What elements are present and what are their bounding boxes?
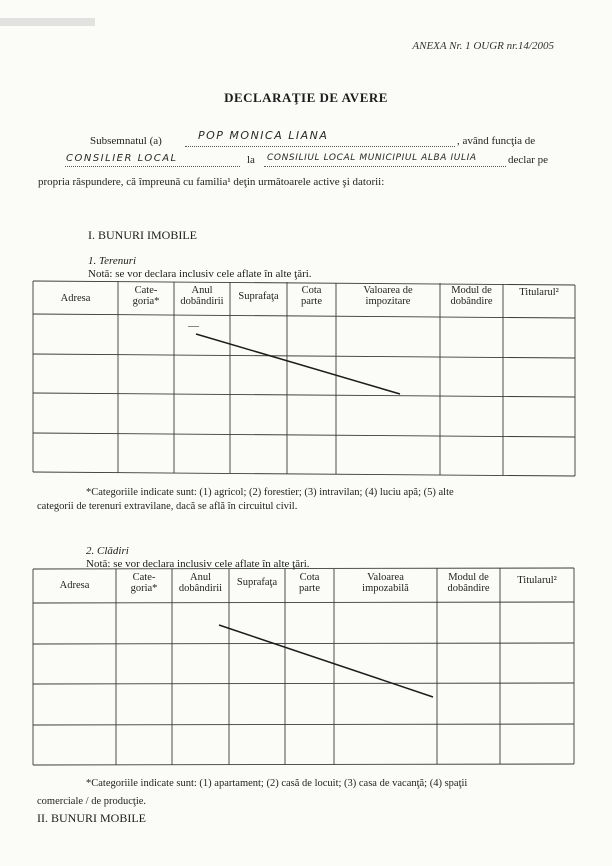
terenuri-header-suprafata: Suprafaţa [238, 291, 279, 302]
terenuri-note: Notă: se vor declara inclusiv cele aflate în alte ţări. [88, 268, 312, 280]
cladiri-header-suprafata: Suprafaţa [236, 577, 278, 588]
cladiri-subheading: 2. Clădiri [86, 545, 129, 557]
terenuri-header-anul: Anul dobândirii [180, 285, 224, 307]
declar-pe-label: declar pe [508, 154, 548, 166]
terenuri-footnote-2: categorii de terenuri extravilane, dacă se află în circuitul civil. [37, 501, 298, 512]
terenuri-footnote-1: *Categoriile indicate sunt: (1) agricol; (2) forestier; (3) intravilan; (4) luciu apă; (5) alte [86, 487, 454, 498]
cladiri-header-modul: Modul de dobândire [447, 572, 490, 594]
cladiri-header-categoria: Cate- goria* [130, 572, 158, 594]
annex-reference: ANEXA Nr. 1 OUGR nr.14/2005 [412, 40, 554, 52]
terenuri-header-categoria: Cate- goria* [132, 285, 160, 307]
cladiri-header-cota: Cota parte [299, 572, 320, 594]
declarant-function: CONSILIER LOCAL [66, 153, 178, 164]
cladiri-header-titularul: Titularul² [517, 575, 557, 586]
terenuri-header-valoarea: Valoarea de impozitare [363, 285, 413, 307]
cladiri-header-valoarea: Valoarea impozabilă [362, 572, 409, 594]
terenuri-header-titularul: Titularul² [519, 287, 559, 298]
section-1-heading: I. BUNURI IMOBILE [88, 228, 197, 242]
terenuri-header-modul: Modul de dobândire [450, 285, 493, 307]
cladiri-header-adresa: Adresa [59, 580, 90, 591]
page-title: DECLARAŢIE DE AVERE [224, 90, 388, 105]
avand-functia-label: , având funcţia de [457, 135, 536, 147]
cladiri-footnote-1: *Categoriile indicate sunt: (1) apartament; (2) casă de locuit; (3) casa de vacanţă; (4) spaţii [86, 778, 468, 789]
intro-line-3: propria răspundere, că împreună cu familia¹ deţin următoarele active şi datorii: [38, 176, 385, 188]
terenuri-cell-mark: — [188, 320, 199, 332]
la-label: la [247, 154, 255, 166]
cladiri-note: Notă: se vor declara inclusiv cele aflate în alte ţări. [86, 558, 310, 570]
cladiri-header-anul: Anul dobândirii [178, 572, 223, 594]
declarant-name: POP MONICA LIANA [198, 129, 329, 142]
terenuri-subheading: 1. Terenuri [88, 255, 137, 267]
subsemnatul-label: Subsemnatul (a) [90, 135, 162, 147]
declarant-institution: CONSILIUL LOCAL MUNICIPIUL ALBA IULIA [267, 153, 477, 163]
cladiri-footnote-2: comerciale / de producţie. [37, 796, 147, 807]
section-2-heading: II. BUNURI MOBILE [37, 811, 146, 825]
terenuri-header-cota: Cota parte [301, 285, 322, 307]
terenuri-header-adresa: Adresa [60, 293, 91, 304]
cladiri-strikethrough [219, 625, 433, 697]
